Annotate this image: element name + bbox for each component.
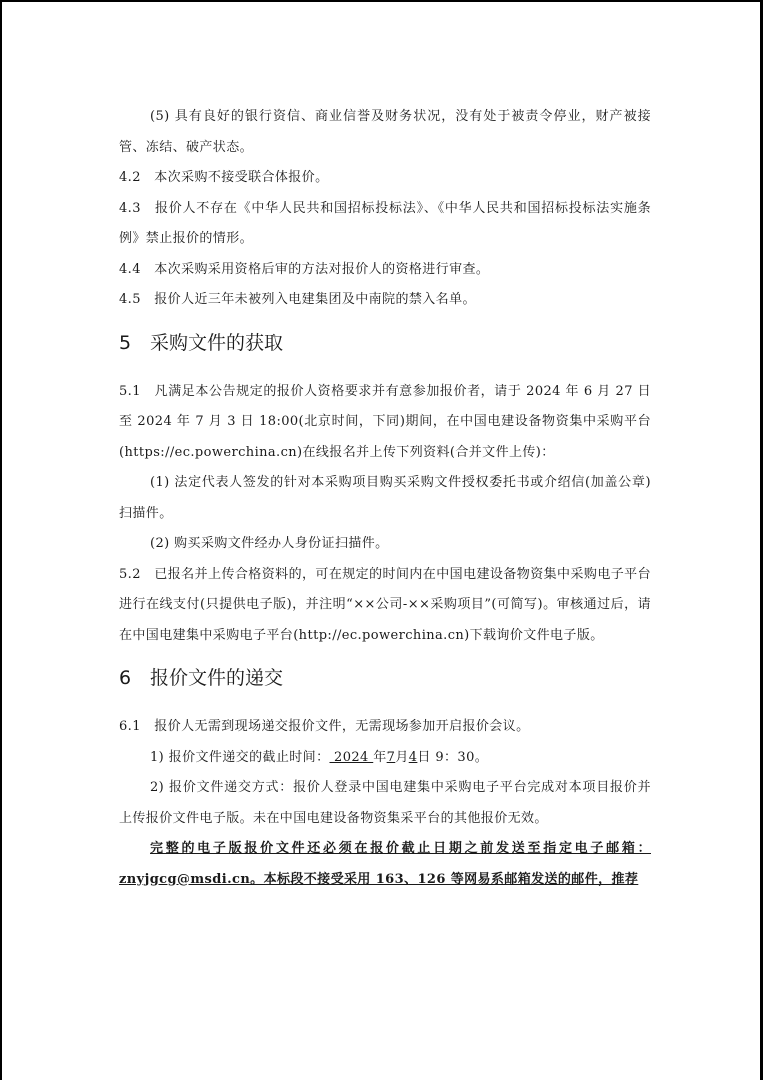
section-5-heading [119, 328, 651, 358]
paragraph-email-requirement: 完整的电子版报价文件还必须在报价截止日期之前发送至指定电子邮箱：znyjgcg@msdi.cn。本标段不接受采用 163、126 等网易系邮箱发送的邮件，推荐 [119, 841, 651, 887]
document-body [119, 102, 651, 895]
deadline-time: 9：30。 [430, 749, 489, 765]
deadline-month: 7 [386, 749, 396, 765]
section-6-heading [119, 663, 651, 693]
paragraph-5-1: 5.1 凡满足本公告规定的报价人资格要求并有意参加报价者，请于 2024 年 6 月 27 日至 2024 年 7 月 3 日 18:00(北京时间，下同)期间，在中国电建设备物资集中采购平台(https://ec.powerchina.cn)在线报名并上传下列资料(合并文件上传)： [119, 383, 651, 460]
paragraph-4-3: 4.3 报价人不存在《中华人民共和国招标投标法》、《中华人民共和国招标投标法实施条例》禁止报价的情形。 [119, 200, 651, 246]
deadline-month-unit: 月 [395, 749, 409, 765]
paragraph-4-2: 4.2 本次采购不接受联合体报价。 [119, 170, 329, 185]
paragraph-5-1-2: (2) 购买采购文件经办人身份证扫描件。 [150, 536, 389, 551]
paragraph-6-1: 6.1 报价人无需到现场递交报价文件，无需现场参加开启报价会议。 [119, 719, 530, 734]
paragraph-5-1-1: (1) 法定代表人签发的针对本采购项目购买采购文件授权委托书或介绍信(加盖公章)扫描件。 [119, 475, 651, 521]
paragraph-4-5: 4.5 报价人近三年未被列入电建集团及中南院的禁入名单。 [119, 292, 476, 307]
deadline-day: 4 [408, 749, 418, 765]
deadline-label: 1) 报价文件递交的截止时间： [150, 749, 330, 765]
paragraph-5-2: 5.2 已报名并上传合格资料的，可在规定的时间内在中国电建设备物资集中采购电子平台进行在线支付(只提供电子版)，并注明“××公司-××采购项目”(可简写)。审核通过后，请在中国电建集中采购电子平台(http://ec.powerchina.cn)下载询价文件电子版。 [119, 566, 651, 643]
section-5-title: 采购文件的获取 [150, 331, 284, 354]
section-6-title: 报价文件的递交 [150, 667, 284, 689]
deadline-year-unit: 年 [373, 749, 387, 765]
section-6-number: 6 [119, 667, 132, 689]
deadline-day-unit: 日 [417, 749, 431, 765]
paragraph-6-1-method: 2) 报价文件递交方式：报价人登录中国电建集中采购电子平台完成对本项目报价并上传报价文件电子版。未在中国电建设备物资集采平台的其他报价无效。 [119, 780, 651, 826]
paragraph-4-1-5: (5) 具有良好的银行资信、商业信誉及财务状况，没有处于被责令停业，财产被接管、冻结、破产状态。 [119, 109, 651, 155]
paragraph-4-4: 4.4 本次采购采用资格后审的方法对报价人的资格进行审查。 [119, 261, 490, 277]
paragraph-6-1-deadline [119, 743, 651, 774]
section-5-number: 5 [119, 331, 132, 354]
deadline-year: 2024 [329, 749, 374, 765]
